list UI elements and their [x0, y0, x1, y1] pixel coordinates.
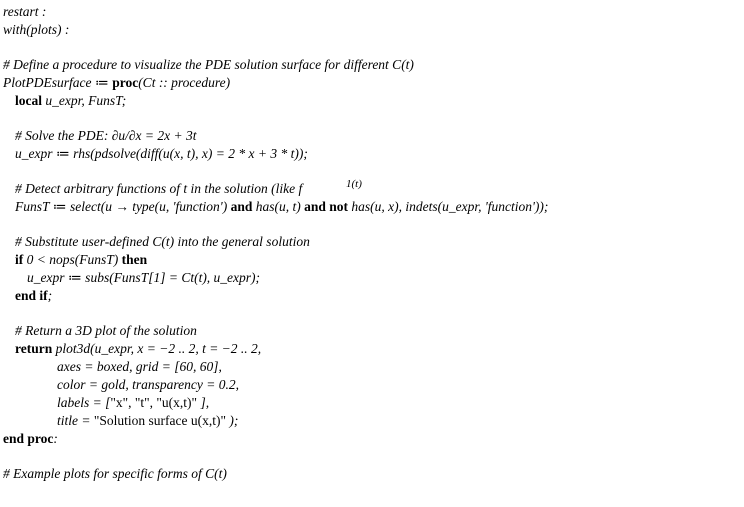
title-close: ); [225, 413, 239, 428]
subs-statement: u_expr ≔ subs(FunsT[1] = Ct(t), u_expr); [27, 270, 261, 285]
comment-text: # Example plots for specific forms of C(t) [3, 466, 227, 481]
code-line-end-if[interactable] [3, 287, 739, 305]
assign-operator: ≔ [91, 75, 113, 90]
procedure-name: PlotPDEsurface [3, 75, 92, 90]
labels-option-name: labels = [ [57, 395, 111, 410]
blank-line [3, 163, 739, 180]
code-line-if[interactable] [3, 251, 739, 269]
comment-text: # Return a 3D plot of the solution [15, 323, 197, 338]
and-not-keyword: and not [304, 199, 348, 214]
end-if-keyword: end if [15, 288, 48, 303]
labels-strings: "x", "t", "u(x,t)" [110, 395, 198, 410]
code-line-select[interactable] [3, 198, 739, 216]
code-line-end-proc[interactable] [3, 430, 739, 448]
code-line-proc-header[interactable] [3, 74, 739, 92]
restart-command: restart : [3, 4, 47, 19]
if-keyword: if [15, 252, 24, 267]
comment-detect-functions[interactable] [3, 180, 739, 198]
code-line-pdsolve[interactable] [3, 145, 739, 163]
plot3d-call: plot3d(u_expr, x = −2 .. 2, t = −2 .. 2, [52, 341, 262, 356]
return-keyword: return [15, 341, 53, 356]
code-line-title-option[interactable] [3, 412, 739, 430]
and-keyword: and [230, 199, 253, 214]
blank-line [3, 305, 739, 322]
code-line-return[interactable] [3, 340, 739, 358]
then-keyword: then [121, 252, 148, 267]
labels-close: ], [197, 395, 210, 410]
axes-grid-options: axes = boxed, grid = [60, 60], [57, 359, 222, 374]
statement-terminator: ; [47, 288, 53, 303]
proc-keyword: proc [112, 75, 139, 90]
comment-define-procedure[interactable] [3, 56, 739, 74]
comment-substitute[interactable] [3, 233, 739, 251]
color-transparency-options: color = gold, transparency = 0.2, [57, 377, 239, 392]
code-line-labels-option[interactable] [3, 394, 739, 412]
code-line-color-option[interactable] [3, 376, 739, 394]
maple-worksheet [3, 3, 739, 483]
has-condition: has(u, t) [252, 199, 305, 214]
comment-solve-pde[interactable] [3, 127, 739, 145]
code-line-restart[interactable] [3, 3, 739, 21]
pdsolve-statement: u_expr ≔ rhs(pdsolve(diff(u(x, t), x) = 2 * x + 3 * t)); [15, 146, 308, 161]
blank-line [3, 39, 739, 56]
end-proc-keyword: end proc [3, 431, 54, 446]
local-variables: u_expr, FunsT; [42, 93, 127, 108]
local-keyword: local [15, 93, 42, 108]
blank-line [3, 448, 739, 465]
code-line-local[interactable] [3, 92, 739, 110]
code-line-axes-option[interactable] [3, 358, 739, 376]
blank-line [3, 216, 739, 233]
comment-text: # Solve the PDE: ∂u/∂x = 2x + 3t [15, 128, 197, 143]
if-condition: 0 < nops(FunsT) [23, 252, 122, 267]
title-string: "Solution surface u(x,t)" [93, 413, 226, 428]
statement-terminator: : [53, 431, 58, 446]
indets-expression: has(u, x), indets(u_expr, 'function')); [348, 199, 549, 214]
comment-text: # Define a procedure to visualize the PDE solution surface for different C(t) [3, 57, 414, 72]
comment-example-plots[interactable] [3, 465, 739, 483]
proc-parameters: (Ct :: procedure) [138, 75, 231, 90]
comment-return-plot[interactable] [3, 322, 739, 340]
blank-line [3, 110, 739, 127]
code-line-subs[interactable] [3, 269, 739, 287]
title-option-name: title = [57, 413, 94, 428]
select-statement: FunsT ≔ select(u → type(u, 'function') [15, 199, 231, 214]
comment-text: # Detect arbitrary functions of t in the solution (like f [15, 181, 303, 196]
comment-superscript: 1(t) [346, 178, 362, 190]
comment-text: # Substitute user-defined C(t) into the general solution [15, 234, 310, 249]
with-plots-command: with(plots) : [3, 22, 70, 37]
code-line-with-plots[interactable] [3, 21, 739, 39]
